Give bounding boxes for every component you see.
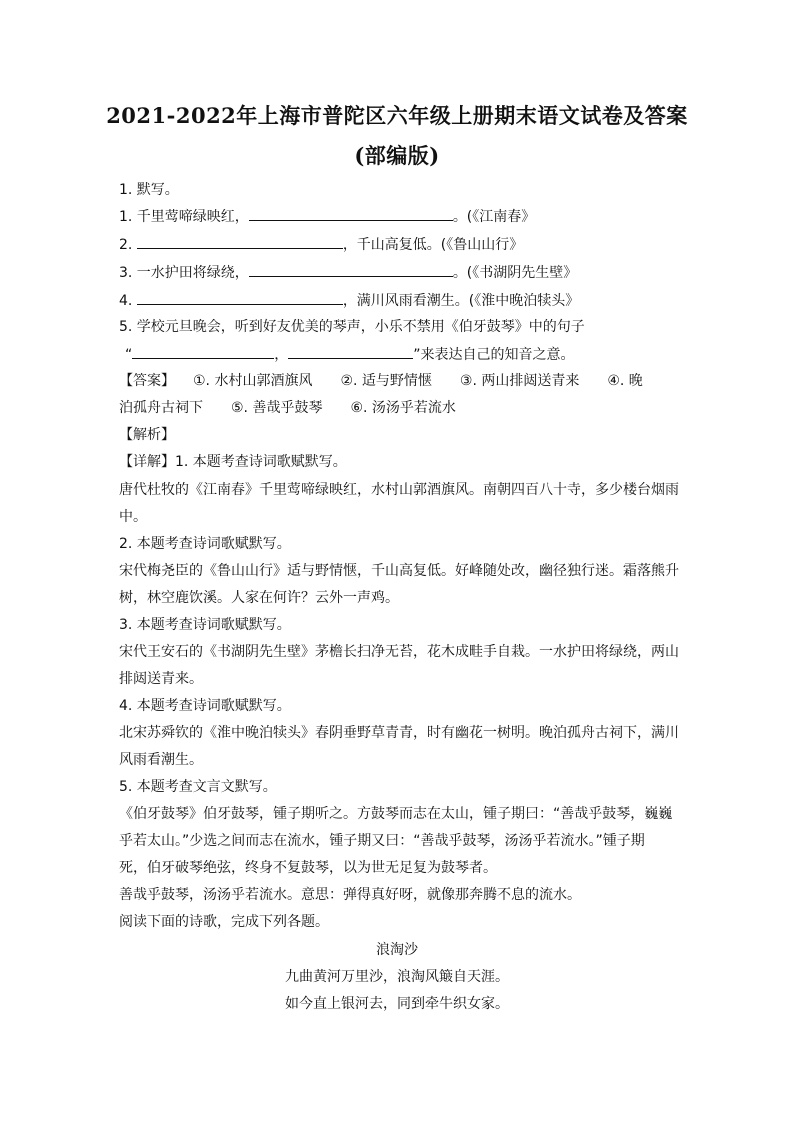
question-item-1 [119,206,535,227]
item-prefix: 3. 一水护田将绿绕， [119,265,249,281]
item-suffix: 。(《书湖阴先生壁》 [452,265,578,281]
analysis-line: 唐代杜牧的《江南春》千里莺啼绿映红，水村山郭酒旗风。南朝四百八十寺，多少楼台烟雨 [119,482,679,498]
analysis-label: 【解析】 [119,427,175,443]
analysis-line: 北宋苏舜钦的《淮中晚泊犊头》春阴垂野草青青，时有幽花一树明。晚泊孤舟古祠下，满川 [119,725,679,741]
analysis-line: 善哉乎鼓琴，汤汤乎若流水。意思：弹得真好呀，就像那奔腾不息的流水。 [119,887,581,903]
question-item-3 [119,262,577,283]
answer-line-1 [119,371,643,391]
question-heading: 1. 默写。 [119,182,179,198]
poem-line: 如今直上银河去，同到牵牛织女家。 [285,996,509,1012]
item-prefix: 1. 千里莺啼绿映红， [119,209,249,225]
answer-blank[interactable] [132,344,274,359]
analysis-line: 排闼送青来。 [119,671,203,687]
question-item-5: 5. 学校元旦晚会，听到好友优美的琴声，小乐不禁用《伯牙鼓琴》中的句子 [119,319,585,335]
answer-blank[interactable] [137,290,343,305]
analysis-line: 中。 [119,509,147,525]
analysis-line: 5. 本题考查文言文默写。 [119,779,277,795]
analysis-line: 宋代梅尧臣的《鲁山山行》适与野情惬，千山高复低。好峰随处改，幽径独行迷。霜落熊升 [119,563,679,579]
analysis-line: 乎若太山。”少选之间而志在流水，锺子期又曰：“善哉乎鼓琴，汤汤乎若流水。”锺子期 [119,833,645,849]
poem-title: 浪淘沙 [376,942,418,958]
question-item-4 [119,290,579,311]
analysis-line: 2. 本题考查诗词歌赋默写。 [119,536,291,552]
analysis-line: 《伯牙鼓琴》伯牙鼓琴，锺子期听之。方鼓琴而志在太山，锺子期曰：“善哉乎鼓琴，巍巍 [119,806,673,822]
item-prefix: 4. [119,293,137,309]
item-end: ”来表达自己的知音之意。 [413,347,575,363]
analysis-line: 宋代王安石的《书湖阴先生壁》茅檐长扫净无苔，花木成畦手自栽。一水护田将绿绕，两山 [119,644,679,660]
document-title: 2021-2022年上海市普陀区六年级上册期末语文试卷及答案 [106,103,688,128]
comma: ， [274,347,289,363]
answer-1: ①. 水村山郭酒旗风 [193,373,313,389]
analysis-line: 树，林空鹿饮溪。人家在何许？云外一声鸡。 [119,590,399,606]
answer-blank[interactable] [249,206,453,221]
analysis-line: 阅读下面的诗歌，完成下列各题。 [119,914,329,930]
document-subtitle: (部编版) [354,143,440,168]
question-item-2 [119,234,523,255]
analysis-line: 【详解】1. 本题考查诗词歌赋默写。 [119,454,347,470]
answer-4-continued: 泊孤舟古祠下 [119,400,203,416]
answer-5: ⑤. 善哉乎鼓琴 [231,400,323,416]
answer-4: ④. 晚 [607,373,643,389]
poem-line: 九曲黄河万里沙，浪淘风簸自天涯。 [285,969,509,985]
answer-2: ②. 适与野情惬 [340,373,432,389]
answer-6: ⑥. 汤汤乎若流水 [350,400,456,416]
answer-blank[interactable] [288,344,413,359]
answer-3: ③. 两山排闼送青来 [459,373,580,389]
item-suffix: ，满川风雨看潮生。(《淮中晚泊犊头》 [342,293,580,309]
item-suffix: ，千山高复低。(《鲁山山行》 [342,237,524,253]
question-item-5-blanks [125,344,575,365]
answer-line-2 [119,398,456,418]
analysis-line: 3. 本题考查诗词歌赋默写。 [119,617,291,633]
answer-blank[interactable] [137,234,343,249]
item-prefix: 2. [119,237,137,253]
answer-label: 【答案】 [119,373,175,389]
answer-blank[interactable] [249,262,453,277]
analysis-line: 死，伯牙破琴绝弦，终身不复鼓琴，以为世无足复为鼓琴者。 [119,860,497,876]
analysis-line: 4. 本题考查诗词歌赋默写。 [119,698,291,714]
open-quote: “ [125,347,133,363]
item-suffix: 。(《江南春》 [452,209,536,225]
analysis-line: 风雨看潮生。 [119,752,203,768]
